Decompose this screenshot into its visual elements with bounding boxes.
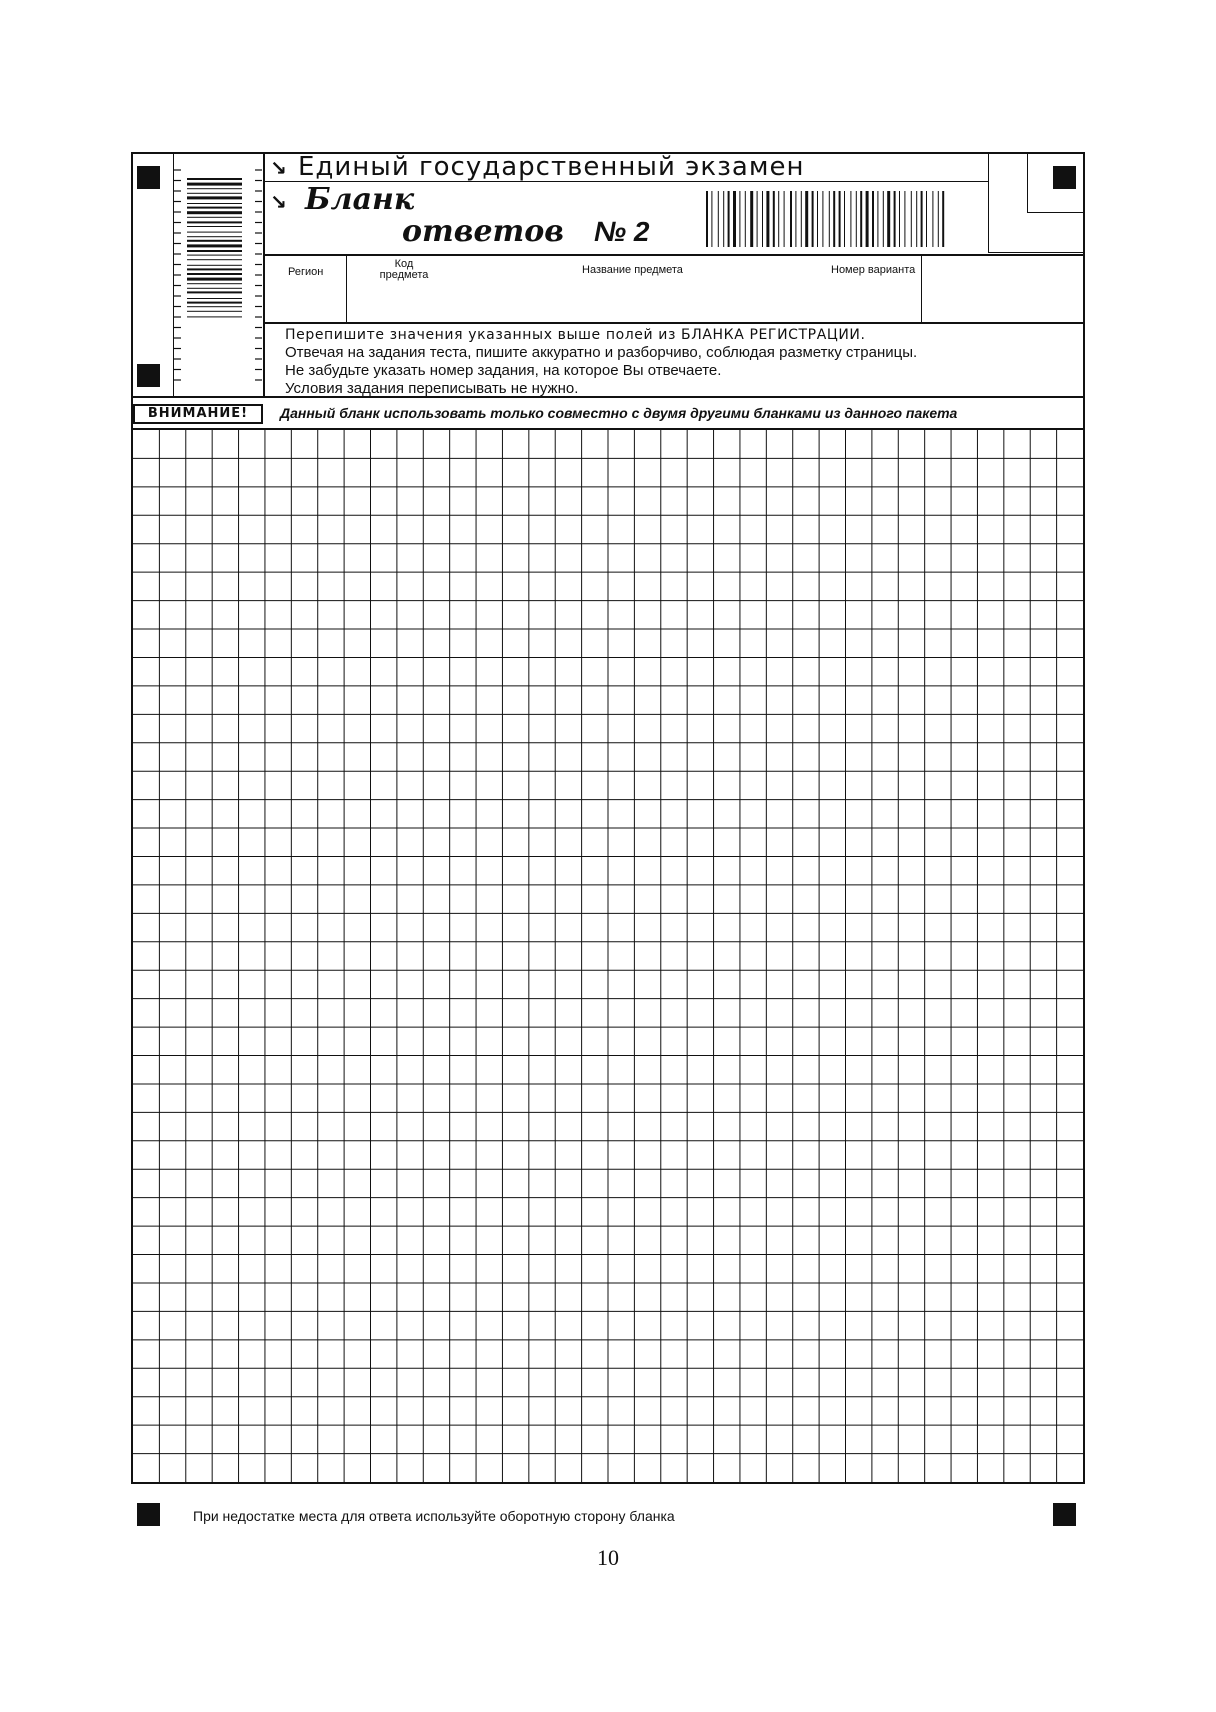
barcode-bar — [766, 191, 769, 247]
barcode-bar — [723, 191, 724, 247]
barcode-bar — [187, 273, 242, 275]
barcode-bar — [706, 191, 708, 247]
barcode-bar — [187, 288, 242, 289]
exam-title: Единый государственный экзамен — [298, 152, 805, 182]
barcode-bar — [916, 191, 917, 247]
instruction-line: Перепишите значения указанных выше полей из БЛАНКА РЕГИСТРАЦИИ. — [285, 327, 866, 343]
form-title-line2: ответов — [402, 214, 564, 249]
barcode-bar — [187, 244, 242, 247]
barcode-bar — [844, 191, 845, 247]
barcode-bar — [784, 191, 785, 247]
barcode-bar — [887, 191, 890, 247]
barcode-bar — [187, 183, 242, 186]
barcode-bar — [187, 265, 242, 266]
barcode-bar — [866, 191, 869, 247]
barcode-bar — [942, 191, 944, 247]
barcode-bar — [728, 191, 730, 247]
barcode-bar — [750, 191, 753, 247]
barcode-bar — [805, 191, 808, 247]
barcode-bar — [899, 191, 900, 247]
barcode-bar — [187, 259, 242, 260]
barcode-bar — [187, 236, 242, 237]
barcode-bar — [187, 226, 242, 227]
barcode-bar — [187, 302, 242, 304]
barcode-bar — [187, 283, 242, 284]
barcode-bar — [877, 191, 878, 247]
barcode-bar — [856, 191, 857, 247]
barcode-bar — [733, 191, 736, 247]
region-label: Регион — [288, 266, 324, 278]
barcode-bar — [187, 278, 242, 281]
barcode-bar — [187, 268, 242, 270]
barcode-bar — [739, 191, 740, 247]
subject-code-label — [378, 259, 430, 281]
footer-note: При недостатке места для ответа используйте оборотную сторону бланка — [193, 1508, 675, 1524]
barcode-bar — [187, 193, 242, 194]
barcode-bar — [711, 191, 712, 247]
barcode-bar — [790, 191, 792, 247]
barcode-bar — [801, 191, 802, 247]
barcode-bar — [894, 191, 896, 247]
barcode-bar — [718, 191, 719, 247]
page-number: 10 — [597, 1545, 619, 1570]
barcode-bar — [187, 255, 242, 256]
subject-name-label: Название предмета — [582, 264, 683, 276]
barcode-bar — [187, 250, 242, 252]
barcode-bar — [829, 191, 830, 247]
barcode-bar — [187, 207, 242, 209]
barcode-bar — [778, 191, 779, 247]
barcode-bar — [745, 191, 746, 247]
instruction-line: Не забудьте указать номер задания, на которое Вы отвечаете. — [285, 362, 722, 379]
barcode-bar — [883, 191, 884, 247]
barcode-icon — [187, 178, 242, 317]
barcode-bar — [833, 191, 835, 247]
corner-arrow-icon: ↘ — [270, 156, 287, 180]
barcode-bar — [926, 191, 927, 247]
barcode-bar — [795, 191, 796, 247]
warning-text: Данный бланк использовать только совместно с двумя другими бланками из данного пакета — [280, 405, 958, 421]
barcode-bar — [812, 191, 814, 247]
barcode-bar — [757, 191, 758, 247]
corner-arrow-icon: ↘ — [270, 190, 287, 214]
barcode-bar — [187, 306, 242, 307]
barcode-bar — [860, 191, 862, 247]
variant-label: Номер варианта — [831, 264, 916, 276]
barcode-bar — [187, 196, 242, 199]
barcode-bar — [822, 191, 823, 247]
answer-grid — [133, 430, 1083, 1482]
barcode-bar — [187, 217, 242, 218]
barcode-bar — [817, 191, 818, 247]
barcode-bar — [187, 232, 242, 233]
barcode-bar — [932, 191, 933, 247]
barcode-icon — [706, 191, 944, 247]
form-title-line1: Бланк — [305, 182, 415, 217]
barcode-bar — [762, 191, 763, 247]
barcode-bar — [187, 298, 242, 299]
warning-label: ВНИМАНИЕ! — [133, 404, 263, 424]
barcode-bar — [187, 211, 242, 214]
barcode-bar — [773, 191, 775, 247]
instruction-line: Отвечая на задания теста, пишите аккуратно и разборчиво, соблюдая разметку страницы. — [285, 344, 918, 361]
barcode-bar — [850, 191, 851, 247]
subject-code-label-2: предмета — [379, 269, 429, 281]
barcode-bar — [187, 311, 242, 312]
barcode-bar — [839, 191, 841, 247]
barcode-bar — [938, 191, 939, 247]
barcode-bar — [872, 191, 874, 247]
barcode-bar — [187, 203, 242, 204]
barcode-bar — [187, 291, 242, 293]
instruction-line: Условия задания переписывать не нужно. — [285, 380, 579, 397]
barcode-bar — [187, 188, 242, 189]
form-number: № 2 — [594, 216, 650, 247]
barcode-bar — [921, 191, 923, 247]
barcode-bar — [187, 316, 242, 317]
barcode-bar — [187, 178, 242, 180]
subject-code-label-1: Код — [394, 258, 414, 270]
barcode-bar — [187, 221, 242, 223]
barcode-bar — [904, 191, 905, 247]
barcode-bar — [187, 240, 242, 242]
barcode-bar — [911, 191, 912, 247]
